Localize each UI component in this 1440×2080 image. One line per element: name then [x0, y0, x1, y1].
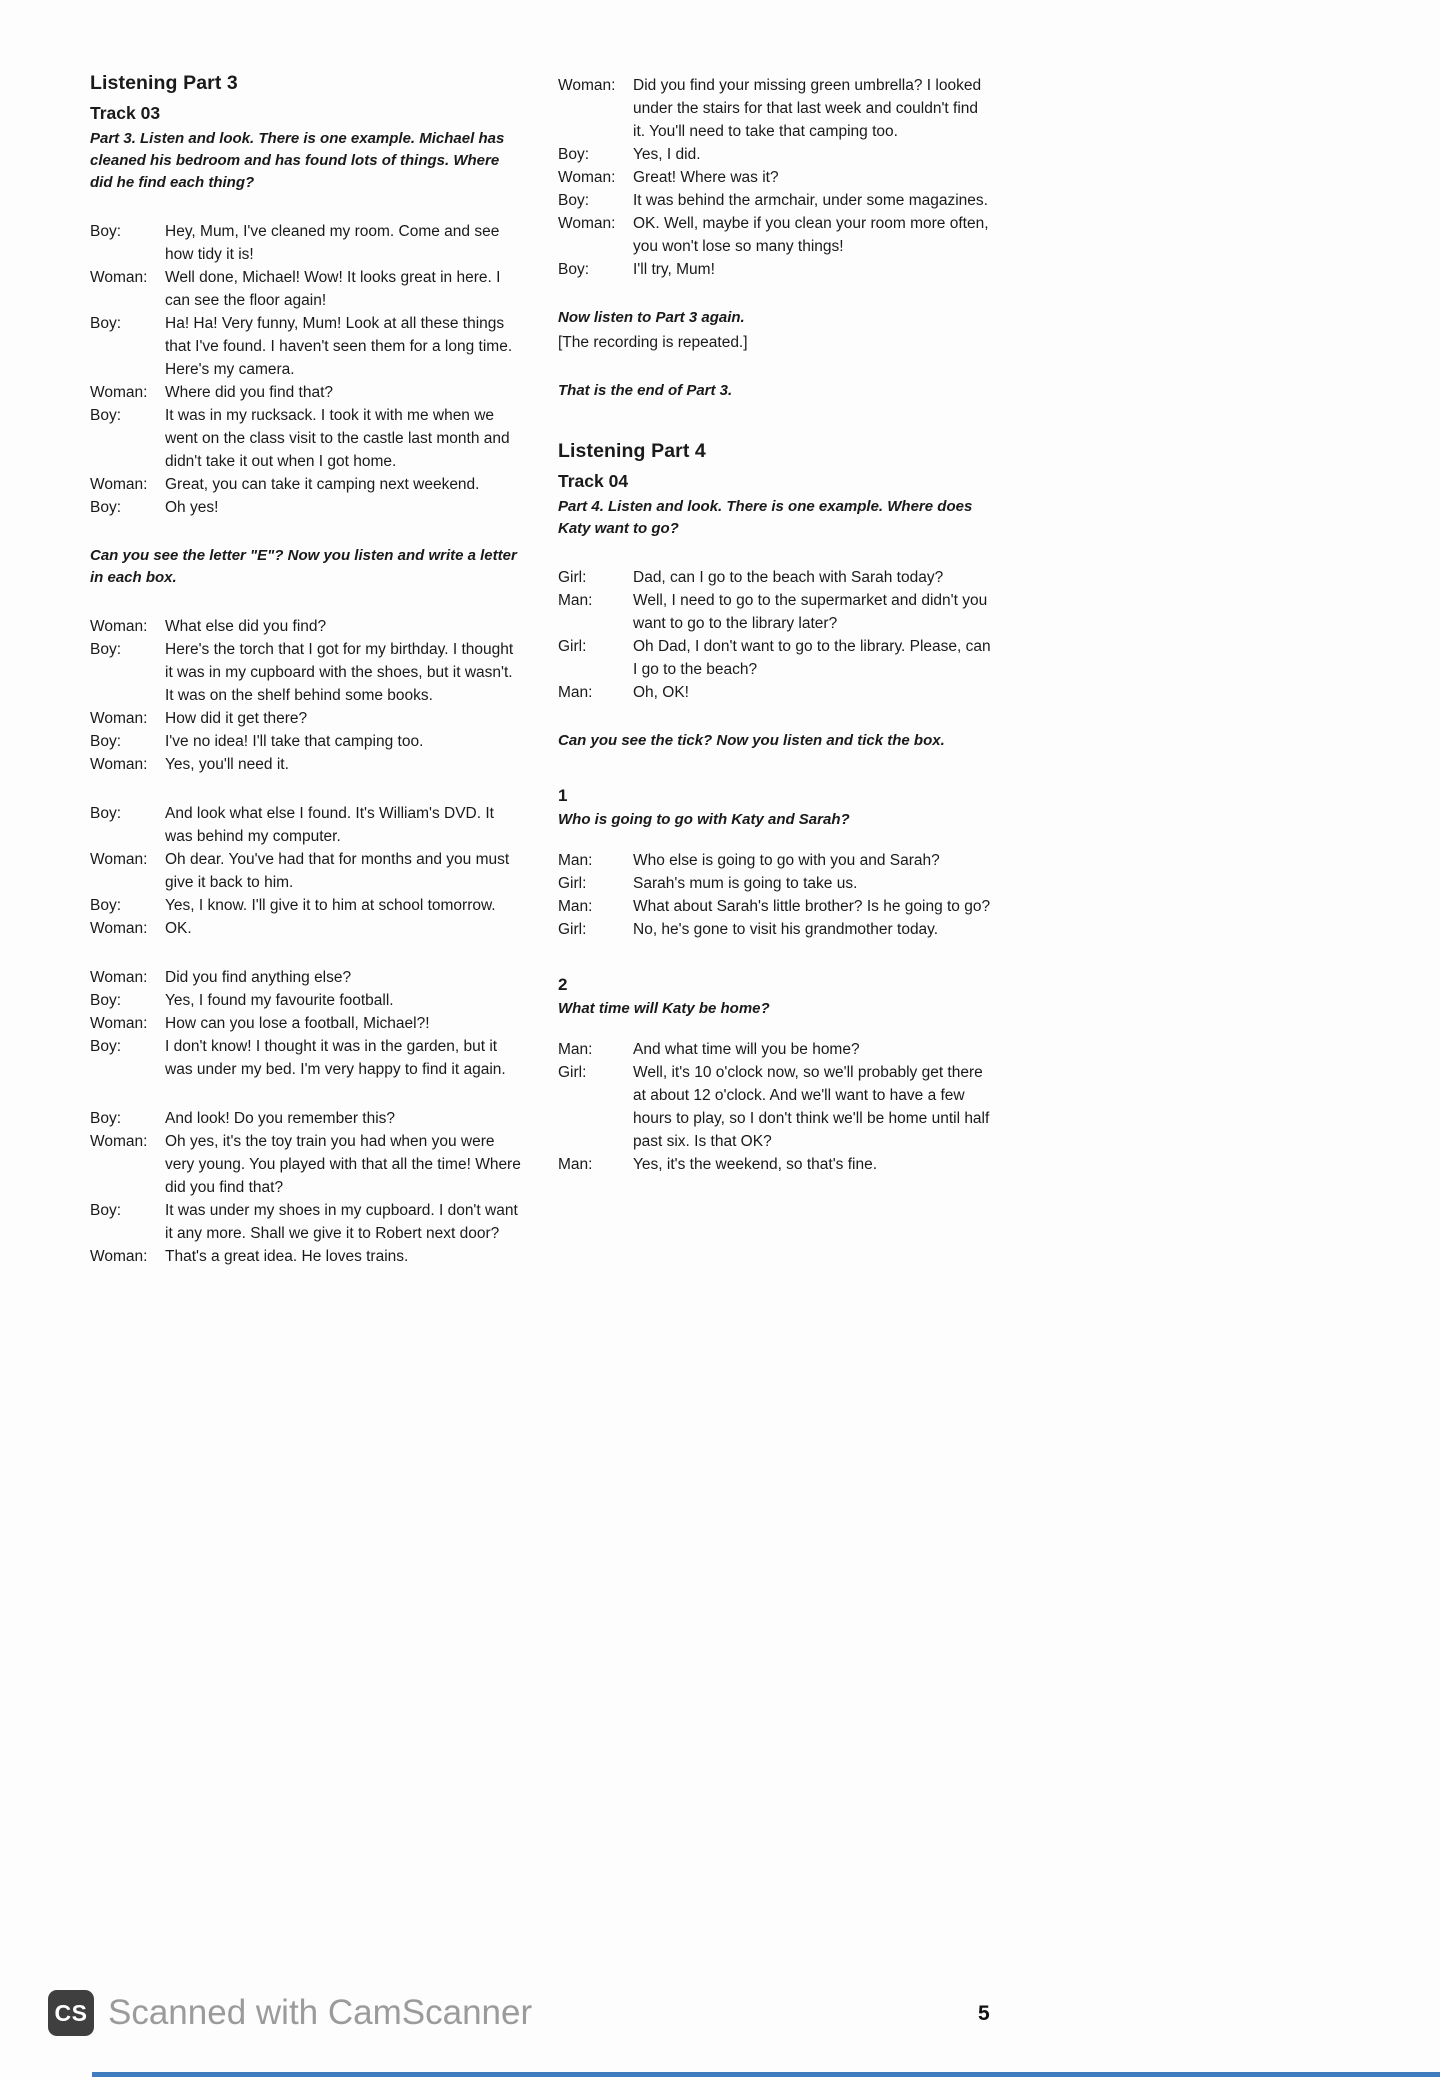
dialogue-text: How did it get there? — [165, 710, 308, 727]
dialogue-text: Oh, OK! — [633, 684, 689, 701]
speaker-label: Woman: — [558, 215, 616, 232]
dialogue-text: Oh yes! — [165, 499, 219, 516]
dialogue-text: And look what else I found. It's William's DVD. It was behind my computer. — [165, 805, 494, 845]
dialogue-text: Yes, it's the weekend, so that's fine. — [633, 1156, 878, 1173]
dialogue-line — [558, 258, 992, 281]
speaker-label: Woman: — [90, 618, 148, 635]
dialogue-block — [558, 1038, 992, 1176]
dialogue-text: Hey, Mum, I've cleaned my room. Come and see how tidy it is! — [165, 223, 500, 263]
dialogue-text: Well, it's 10 o'clock now, so we'll probably get there at about 12 o'clock. And we'll want to have a few hours to play, so I don't think we'll be home until half past six. Is that OK? — [633, 1064, 990, 1150]
speaker-label: Woman: — [90, 384, 148, 401]
dialogue-line — [90, 615, 522, 638]
dialogue-line — [90, 848, 522, 894]
dialogue-line — [90, 753, 522, 776]
dialogue-line — [90, 917, 522, 940]
dialogue-line — [90, 220, 522, 266]
speaker-label: Boy: — [90, 1110, 122, 1127]
speaker-label: Man: — [558, 1041, 593, 1058]
dialogue-line — [558, 1061, 992, 1153]
dialogue-block — [558, 566, 992, 704]
dialogue-text: Did you find anything else? — [165, 969, 352, 986]
speaker-label: Woman: — [90, 710, 148, 727]
speaker-label: Woman: — [90, 476, 148, 493]
dialogue-block — [90, 220, 522, 519]
dialogue-line — [558, 895, 992, 918]
subheading-text: Track 04 — [558, 471, 629, 491]
heading-text: Listening Part 3 — [90, 72, 238, 94]
dialogue-line — [558, 143, 992, 166]
dialogue-block — [90, 966, 522, 1081]
qnum-text: 2 — [558, 975, 568, 994]
dialogue-text: Yes, I found my favourite football. — [165, 992, 394, 1009]
speaker-label: Woman: — [90, 1133, 148, 1150]
instruction-text: Can you see the letter "E"? Now you listen and write a letter in each box. — [90, 547, 517, 586]
speaker-label: Woman: — [90, 851, 148, 868]
dialogue-text: And what time will you be home? — [633, 1041, 860, 1058]
dialogue-text: Oh yes, it's the toy train you had when you were very young. You played with that all the time! Where did you find that? — [165, 1133, 521, 1196]
dialogue-text: OK. — [165, 920, 192, 937]
dialogue-block — [90, 615, 522, 776]
dialogue-line — [90, 1130, 522, 1199]
dialogue-line — [558, 635, 992, 681]
speaker-label: Boy: — [90, 223, 122, 240]
speaker-label: Man: — [558, 592, 593, 609]
dialogue-line — [90, 802, 522, 848]
page-number: 5 — [978, 2002, 990, 2025]
dialogue-text: I don't know! I thought it was in the garden, but it was under my bed. I'm very happy to find it again. — [165, 1038, 506, 1078]
dialogue-text: Well done, Michael! Wow! It looks great in here. I can see the floor again! — [165, 269, 501, 309]
dialogue-line — [558, 1038, 992, 1061]
speaker-label: Woman: — [90, 1248, 148, 1265]
dialogue-line — [90, 266, 522, 312]
dialogue-line — [90, 404, 522, 473]
dialogue-line — [90, 730, 522, 753]
speaker-label: Boy: — [90, 733, 122, 750]
dialogue-line — [90, 638, 522, 707]
dialogue-line — [90, 473, 522, 496]
dialogue-block — [558, 74, 992, 281]
qtitle-text: Who is going to go with Katy and Sarah? — [558, 811, 850, 828]
speaker-label: Man: — [558, 684, 593, 701]
instruction-text: That is the end of Part 3. — [558, 382, 733, 399]
speaker-label: Man: — [558, 852, 593, 869]
dialogue-text: I've no idea! I'll take that camping too. — [165, 733, 424, 750]
dialogue-text: Great, you can take it camping next weekend. — [165, 476, 480, 493]
dialogue-line — [558, 212, 992, 258]
dialogue-line — [558, 849, 992, 872]
dialogue-text: Yes, I know. I'll give it to him at school tomorrow. — [165, 897, 496, 914]
speaker-label: Boy: — [90, 315, 122, 332]
right-column — [558, 74, 992, 1176]
speaker-label: Girl: — [558, 921, 587, 938]
dialogue-line — [90, 1245, 522, 1268]
instruction-text: Can you see the tick? Now you listen and tick the box. — [558, 732, 945, 749]
speaker-label: Boy: — [90, 407, 122, 424]
dialogue-line — [90, 1107, 522, 1130]
speaker-label: Girl: — [558, 875, 587, 892]
dialogue-line — [558, 918, 992, 941]
dialogue-text: OK. Well, maybe if you clean your room more often, you won't lose so many things! — [633, 215, 989, 255]
dialogue-block — [90, 802, 522, 940]
qtitle-text: What time will Katy be home? — [558, 1000, 770, 1017]
speaker-label: Woman: — [558, 169, 616, 186]
dialogue-text: I'll try, Mum! — [633, 261, 715, 278]
dialogue-text: It was under my shoes in my cupboard. I don't want it any more. Shall we give it to Robert next door? — [165, 1202, 518, 1242]
speaker-label: Woman: — [558, 77, 616, 94]
dialogue-line — [558, 681, 992, 704]
dialogue-text: It was in my rucksack. I took it with me when we went on the class visit to the castle last month and didn't take it out when I got home. — [165, 407, 510, 470]
speaker-label: Woman: — [90, 969, 148, 986]
dialogue-line — [558, 566, 992, 589]
speaker-label: Boy: — [90, 641, 122, 658]
dialogue-line — [90, 381, 522, 404]
dialogue-line — [90, 496, 522, 519]
dialogue-line — [90, 989, 522, 1012]
instruction-text: Now listen to Part 3 again. — [558, 309, 745, 326]
instruction-text: Part 4. Listen and look. There is one example. Where does Katy want to go? — [558, 498, 973, 537]
speaker-label: Boy: — [90, 805, 122, 822]
subheading-text: Track 03 — [90, 103, 161, 123]
dialogue-text: Here's the torch that I got for my birthday. I thought it was in my cupboard with the shoes, but it wasn't. It was on the shelf behind some books. — [165, 641, 514, 704]
speaker-label: Woman: — [90, 756, 148, 773]
dialogue-text: Dad, can I go to the beach with Sarah today? — [633, 569, 944, 586]
bottom-blue-line — [92, 2072, 1440, 2077]
dialogue-line — [90, 1035, 522, 1081]
dialogue-text: No, he's gone to visit his grandmother today. — [633, 921, 939, 938]
note-text: [The recording is repeated.] — [558, 334, 748, 351]
dialogue-line — [558, 589, 992, 635]
dialogue-text: Oh dear. You've had that for months and you must give it back to him. — [165, 851, 510, 891]
speaker-label: Boy: — [558, 192, 590, 209]
camscanner-watermark-text: Scanned with CamScanner — [108, 1993, 533, 2032]
speaker-label: Man: — [558, 898, 593, 915]
dialogue-text: It was behind the armchair, under some magazines. — [633, 192, 988, 209]
speaker-label: Woman: — [90, 920, 148, 937]
speaker-label: Girl: — [558, 1064, 587, 1081]
speaker-label: Boy: — [90, 499, 122, 516]
dialogue-line — [90, 894, 522, 917]
dialogue-text: Sarah's mum is going to take us. — [633, 875, 858, 892]
speaker-label: Boy: — [90, 1202, 122, 1219]
dialogue-line — [90, 312, 522, 381]
dialogue-block — [558, 849, 992, 941]
dialogue-line — [90, 707, 522, 730]
dialogue-text: Oh Dad, I don't want to go to the library. Please, can I go to the beach? — [633, 638, 991, 678]
left-column — [90, 70, 522, 1268]
speaker-label: Woman: — [90, 1015, 148, 1032]
dialogue-line — [558, 166, 992, 189]
heading-text: Listening Part 4 — [558, 440, 706, 462]
dialogue-text: What else did you find? — [165, 618, 327, 635]
dialogue-line — [90, 966, 522, 989]
speaker-label: Girl: — [558, 638, 587, 655]
dialogue-text: Where did you find that? — [165, 384, 334, 401]
instruction-text: Part 3. Listen and look. There is one example. Michael has cleaned his bedroom and has found lots of things. Where did he find each thing? — [90, 130, 505, 191]
speaker-label: Girl: — [558, 569, 587, 586]
camscanner-logo-letters: CS — [54, 1999, 88, 2026]
dialogue-text: Well, I need to go to the supermarket and didn't you want to go to the library later? — [633, 592, 988, 632]
camscanner-footer — [48, 1990, 532, 2036]
dialogue-text: Yes, I did. — [633, 146, 701, 163]
dialogue-line — [558, 189, 992, 212]
dialogue-text: Yes, you'll need it. — [165, 756, 289, 773]
dialogue-line — [558, 1153, 992, 1176]
speaker-label: Woman: — [90, 269, 148, 286]
camscanner-logo-icon — [48, 1990, 94, 2036]
dialogue-line — [558, 74, 992, 143]
dialogue-block — [90, 1107, 522, 1268]
dialogue-line — [90, 1199, 522, 1245]
speaker-label: Man: — [558, 1156, 593, 1173]
dialogue-text: What about Sarah's little brother? Is he going to go? — [633, 898, 991, 915]
speaker-label: Boy: — [90, 1038, 122, 1055]
qnum-text: 1 — [558, 786, 568, 805]
dialogue-line — [558, 872, 992, 895]
dialogue-text: Did you find your missing green umbrella? I looked under the stairs for that last week and couldn't find it. You'll need to take that camping too. — [633, 77, 982, 140]
dialogue-line — [90, 1012, 522, 1035]
dialogue-text: How can you lose a football, Michael?! — [165, 1015, 430, 1032]
speaker-label: Boy: — [90, 897, 122, 914]
dialogue-text: That's a great idea. He loves trains. — [165, 1248, 409, 1265]
speaker-label: Boy: — [558, 261, 590, 278]
speaker-label: Boy: — [558, 146, 590, 163]
dialogue-text: Who else is going to go with you and Sarah? — [633, 852, 940, 869]
dialogue-text: Great! Where was it? — [633, 169, 779, 186]
dialogue-text: Ha! Ha! Very funny, Mum! Look at all these things that I've found. I haven't seen them for a long time. Here's my camera. — [165, 315, 513, 378]
dialogue-text: And look! Do you remember this? — [165, 1110, 396, 1127]
speaker-label: Boy: — [90, 992, 122, 1009]
